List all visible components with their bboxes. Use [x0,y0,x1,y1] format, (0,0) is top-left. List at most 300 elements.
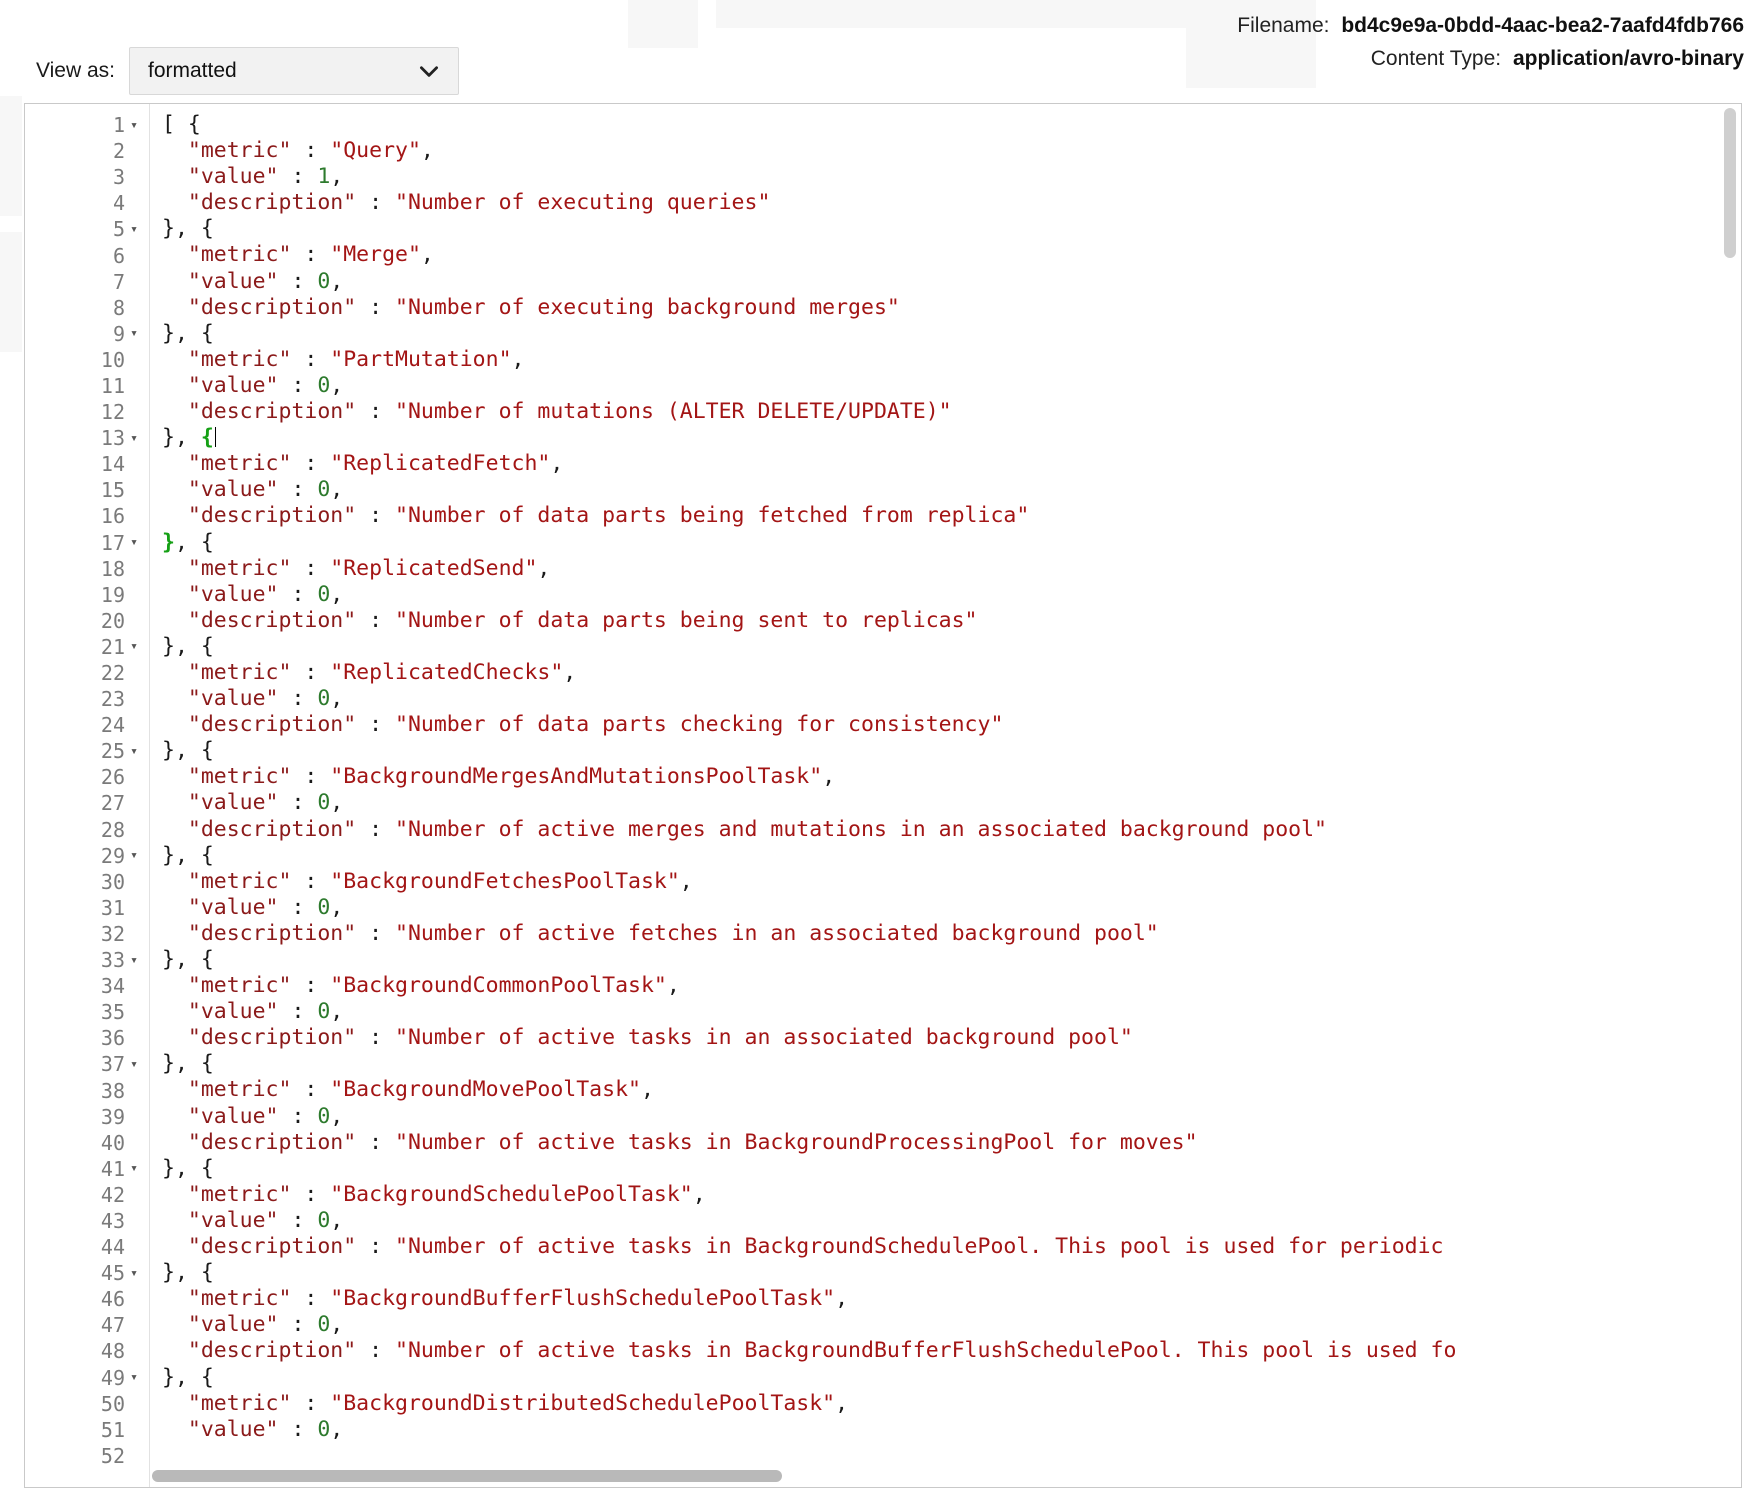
json-key: "description" [187,607,357,633]
code-line [162,582,1717,608]
code-line [162,1312,1717,1338]
line-number: 34 [100,974,125,999]
line-number: 18 [100,556,125,581]
code-line [162,347,1717,373]
json-key: "description" [187,712,357,738]
json-string: "Number of active tasks in BackgroundSchedulePool. This pool is used for periodic [395,1234,1457,1260]
line-number: 40 [100,1130,125,1155]
json-number: 0 [317,1416,331,1442]
content-type-label: Content Type: [1370,46,1502,70]
json-punctuation: : [291,138,331,164]
code-line [162,790,1717,816]
json-punctuation: : [291,346,331,372]
json-punctuation [162,973,188,998]
json-punctuation [162,582,188,607]
json-punctuation [162,790,188,815]
json-punctuation: }, { [162,842,214,868]
json-punctuation [162,242,188,267]
json-punctuation: : [278,999,318,1025]
json-key: "metric" [187,1286,292,1312]
json-punctuation [162,347,188,372]
line-number: 38 [100,1078,125,1103]
json-string: "Number of active tasks in BackgroundProcessingPool for moves" [395,1129,1198,1155]
code-line [162,712,1717,738]
json-punctuation: , [420,242,434,268]
code-line [162,1156,1717,1182]
json-punctuation: : [291,659,331,685]
line-number: 14 [100,452,125,477]
json-punctuation: , [330,477,344,503]
fold-toggle-icon[interactable]: ▾ [130,639,138,655]
line-number: 22 [100,661,125,686]
json-key: "metric" [187,659,292,685]
json-punctuation [162,1391,188,1416]
code-line [162,242,1717,268]
json-punctuation [162,895,188,920]
code-line [162,895,1717,921]
line-number: 26 [100,765,125,790]
code-line [162,921,1717,947]
json-punctuation: : [291,242,331,268]
code-line [162,947,1717,973]
json-punctuation: : [278,372,318,398]
code-line [162,1104,1717,1130]
json-punctuation: }, { [162,633,214,659]
json-key: "description" [187,190,357,216]
json-string: "Number of data parts being fetched from replica" [395,503,1030,529]
json-number: 0 [317,1207,331,1233]
line-number: 33 ▾ [25,947,149,973]
horizontal-scrollbar-thumb[interactable] [152,1470,782,1482]
json-key: "value" [187,790,279,816]
json-punctuation [162,399,188,424]
json-punctuation: : [291,868,331,894]
json-punctuation: : [356,607,396,633]
line-number: 16 [100,504,125,529]
json-punctuation [162,1417,188,1442]
fold-toggle-icon[interactable]: ▾ [130,848,138,864]
json-key: "metric" [187,973,292,999]
line-number: 45 ▾ [25,1260,149,1286]
json-string: "BackgroundSchedulePoolTask" [330,1181,693,1207]
json-punctuation: }, { [162,1260,214,1286]
json-string: "Number of data parts being sent to replicas" [395,607,978,633]
fold-toggle-icon[interactable]: ▾ [130,221,138,237]
json-punctuation: , [330,581,344,607]
code-line [162,1286,1717,1312]
json-punctuation [162,295,188,320]
line-number: 48 [100,1339,125,1364]
code-line [162,634,1717,660]
code-line [162,216,1717,242]
json-key: "metric" [187,764,292,790]
json-key: "value" [187,164,279,190]
background-panel-5 [0,232,22,352]
json-punctuation: : [278,1416,318,1442]
json-string: "Number of data parts checking for consistency" [395,712,1004,738]
line-number: 6 [112,243,125,268]
json-punctuation: : [278,268,318,294]
line-number: 7 [112,269,125,294]
json-punctuation [162,164,188,189]
json-key: "value" [187,1207,279,1233]
json-string: "ReplicatedSend" [330,555,538,581]
json-punctuation [162,1130,188,1155]
json-punctuation: : [278,164,318,190]
json-punctuation: }, { [162,216,214,242]
json-string: "ReplicatedChecks" [330,659,564,685]
vertical-scrollbar[interactable] [1721,106,1739,1465]
line-number: 23 [100,687,125,712]
code-line [162,999,1717,1025]
line-number: 41 ▾ [25,1156,149,1182]
json-key: "value" [187,372,279,398]
line-number: 37 ▾ [25,1051,149,1077]
fold-toggle-icon[interactable]: ▾ [130,1265,138,1281]
json-string: "Number of executing background merges" [395,294,900,320]
json-string: "BackgroundMergesAndMutationsPoolTask" [330,764,823,790]
json-number: 0 [317,372,331,398]
vertical-scrollbar-thumb[interactable] [1724,108,1736,258]
json-key: "value" [187,1103,279,1129]
json-key: "metric" [187,1390,292,1416]
json-punctuation: , [511,346,525,372]
json-punctuation: : [356,816,396,842]
code-line [162,869,1717,895]
json-punctuation: : [356,503,396,529]
json-punctuation: }, { [162,1051,214,1077]
code-line [162,1365,1717,1391]
json-string: "BackgroundMovePoolTask" [330,1077,641,1103]
json-punctuation [162,1208,188,1233]
json-punctuation [162,477,188,502]
json-punctuation [162,373,188,398]
json-punctuation: }, { [162,738,214,764]
json-punctuation: , [835,1390,849,1416]
json-punctuation: , [330,372,344,398]
filename-value: bd4c9e9a-0bdd-4aac-bea2-7aafd4fdb766 [1341,14,1744,37]
json-string: "Number of active tasks in BackgroundBufferFlushSchedulePool. This pool is used fo [395,1338,1457,1364]
view-as-select[interactable] [129,47,459,95]
line-number: 25 ▾ [25,738,149,764]
code-line [162,973,1717,999]
code-content-area[interactable] [150,104,1717,1487]
content-type-row [1237,43,1744,76]
filename-row [1237,10,1744,43]
json-string: "PartMutation" [330,346,512,372]
json-punctuation: }, { [162,1155,214,1181]
code-line [162,1208,1717,1234]
matched-brace: } [162,529,175,555]
json-key: "description" [187,1025,357,1051]
json-punctuation [162,1182,188,1207]
json-punctuation [162,817,188,842]
code-line [162,295,1717,321]
fold-toggle-icon[interactable]: ▾ [130,952,138,968]
json-punctuation [162,999,188,1024]
code-line [162,1443,1717,1469]
json-key: "metric" [187,868,292,894]
line-number: 51 [100,1417,125,1442]
json-key: "description" [187,294,357,320]
json-punctuation: : [356,294,396,320]
json-punctuation: , [330,1103,344,1129]
json-punctuation [162,451,188,476]
json-punctuation: }, [162,425,201,451]
fold-toggle-icon[interactable]: ▾ [130,743,138,759]
line-number: 46 [100,1287,125,1312]
line-number: 49 ▾ [25,1365,149,1391]
code-line [162,530,1717,556]
code-line [162,843,1717,869]
json-number: 0 [317,894,331,920]
json-punctuation [162,608,188,633]
json-punctuation [162,556,188,581]
line-number: 12 [100,400,125,425]
code-line [162,138,1717,164]
json-number: 0 [317,790,331,816]
line-number: 29 ▾ [25,843,149,869]
line-number: 27 [100,791,125,816]
json-punctuation: : [356,190,396,216]
view-as-control [36,47,459,95]
code-line [162,1234,1717,1260]
json-key: "value" [187,268,279,294]
line-number: 21 ▾ [25,634,149,660]
json-string: "BackgroundCommonPoolTask" [330,973,667,999]
json-punctuation [162,764,188,789]
code-line [162,477,1717,503]
json-punctuation: : [356,1025,396,1051]
fold-toggle-icon[interactable]: ▾ [130,1370,138,1386]
json-punctuation [162,660,188,685]
json-key: "value" [187,581,279,607]
code-line [162,399,1717,425]
json-key: "value" [187,894,279,920]
background-panel-1 [628,0,698,48]
json-string: "BackgroundBufferFlushSchedulePoolTask" [330,1286,836,1312]
json-punctuation: : [291,1181,331,1207]
json-punctuation [162,190,188,215]
json-punctuation: , [420,138,434,164]
file-meta [1237,10,1744,75]
json-punctuation: , { [174,529,214,555]
json-punctuation: : [278,1103,318,1129]
line-number: 5 ▾ [25,216,149,242]
json-punctuation: : [356,920,396,946]
code-line [162,1130,1717,1156]
json-number: 0 [317,1103,331,1129]
json-punctuation: }, { [162,1364,214,1390]
code-line [162,764,1717,790]
code-line [162,1077,1717,1103]
json-string: "BackgroundFetchesPoolTask" [330,868,680,894]
json-punctuation: : [278,790,318,816]
background-panel-4 [0,96,22,216]
json-punctuation [162,869,188,894]
json-number: 0 [317,686,331,712]
json-punctuation: [ { [162,112,201,137]
json-key: "value" [187,477,279,503]
code-line [162,1338,1717,1364]
fold-toggle-icon[interactable]: ▾ [130,1056,138,1072]
json-string: "BackgroundDistributedSchedulePoolTask" [330,1390,836,1416]
code-line [162,190,1717,216]
json-number: 1 [317,164,331,190]
json-key: "description" [187,816,357,842]
code-line [162,425,1717,451]
line-number: 13 ▾ [25,425,149,451]
line-number: 8 [112,295,125,320]
json-string: "Number of mutations (ALTER DELETE/UPDATE)" [395,399,952,425]
json-punctuation: , [563,659,577,685]
code-line [162,738,1717,764]
json-punctuation: : [291,1286,331,1312]
json-string: "ReplicatedFetch" [330,451,551,477]
code-line [162,660,1717,686]
line-number: 39 [100,1104,125,1129]
json-punctuation: , [330,686,344,712]
json-punctuation: , [692,1181,706,1207]
json-number: 0 [317,581,331,607]
line-number: 35 [100,1000,125,1025]
json-punctuation: , [640,1077,654,1103]
json-string: "Number of executing queries" [395,190,771,216]
line-number: 24 [100,713,125,738]
json-key: "value" [187,1416,279,1442]
line-number: 28 [100,817,125,842]
json-punctuation: : [356,1234,396,1260]
json-punctuation [162,712,188,737]
fold-toggle-icon[interactable]: ▾ [130,1161,138,1177]
line-number: 17 ▾ [25,530,149,556]
json-key: "description" [187,1129,357,1155]
line-number: 52 [100,1443,125,1468]
json-punctuation: , [330,164,344,190]
json-punctuation [162,1234,188,1259]
json-key: "value" [187,999,279,1025]
json-punctuation: , [330,1416,344,1442]
json-punctuation: : [278,686,318,712]
code-line [162,817,1717,843]
line-number: 32 [100,921,125,946]
code-line [162,1182,1717,1208]
json-string: "Number of active fetches in an associated background pool" [395,920,1159,946]
horizontal-scrollbar[interactable] [150,1467,1719,1485]
line-number-gutter [25,104,150,1487]
json-punctuation: : [291,764,331,790]
json-punctuation: , [550,451,564,477]
json-key: "metric" [187,1077,292,1103]
json-punctuation: : [278,1312,318,1338]
json-key: "description" [187,503,357,529]
content-type-value: application/avro-binary [1512,46,1744,70]
line-number: 9 ▾ [25,321,149,347]
json-punctuation [162,1312,188,1337]
json-number: 0 [317,1312,331,1338]
json-key: "description" [187,399,357,425]
json-punctuation [162,138,188,163]
fold-toggle-icon[interactable]: ▾ [130,117,138,133]
json-punctuation: , [330,894,344,920]
json-punctuation: , [330,790,344,816]
line-number: 20 [100,608,125,633]
code-line [162,269,1717,295]
json-punctuation: , [835,1286,849,1312]
json-punctuation [162,921,188,946]
line-number: 36 [100,1026,125,1051]
json-punctuation [162,686,188,711]
view-as-label: View as: [36,59,115,82]
json-punctuation: : [278,1207,318,1233]
json-key: "metric" [187,242,292,268]
code-line [162,503,1717,529]
json-punctuation: , [666,973,680,999]
json-key: "value" [187,686,279,712]
json-code-editor[interactable] [24,103,1742,1488]
json-punctuation: : [356,712,396,738]
json-key: "metric" [187,555,292,581]
json-key: "value" [187,1312,279,1338]
fold-toggle-icon[interactable]: ▾ [130,430,138,446]
json-punctuation [162,269,188,294]
json-string: "Merge" [330,242,421,268]
json-punctuation: , [330,1207,344,1233]
line-number: 47 [100,1313,125,1338]
json-punctuation: : [291,973,331,999]
text-cursor [215,427,216,447]
background-panel-2 [716,0,1186,28]
line-number: 19 [100,582,125,607]
line-number: 43 [100,1208,125,1233]
json-string: "Number of active tasks in an associated background pool" [395,1025,1133,1051]
line-number: 42 [100,1182,125,1207]
json-key: "metric" [187,451,292,477]
json-key: "metric" [187,346,292,372]
json-number: 0 [317,268,331,294]
json-punctuation: }, { [162,947,214,972]
json-punctuation [162,1104,188,1129]
json-punctuation: , [822,764,836,790]
json-punctuation: : [356,399,396,425]
json-punctuation [162,1025,188,1050]
fold-toggle-icon[interactable]: ▾ [130,535,138,551]
json-punctuation [162,1077,188,1102]
code-line [162,608,1717,634]
json-key: "description" [187,1338,357,1364]
json-punctuation: : [291,1390,331,1416]
line-number: 4 [112,191,125,216]
code-line [162,164,1717,190]
line-number: 44 [100,1235,125,1260]
code-line [162,686,1717,712]
fold-toggle-icon[interactable]: ▾ [130,326,138,342]
json-punctuation: , [679,868,693,894]
code-line [162,1260,1717,1286]
chevron-down-icon [416,58,442,84]
json-punctuation [162,503,188,528]
json-punctuation: , [330,268,344,294]
view-as-selected-value: formatted [148,59,237,82]
line-number: 30 [100,869,125,894]
json-punctuation [162,1338,188,1363]
json-punctuation: : [278,477,318,503]
json-punctuation [162,1286,188,1311]
line-number: 1 ▾ [25,112,149,138]
code-line [162,112,1717,138]
json-punctuation: : [291,451,331,477]
line-number: 31 [100,895,125,920]
